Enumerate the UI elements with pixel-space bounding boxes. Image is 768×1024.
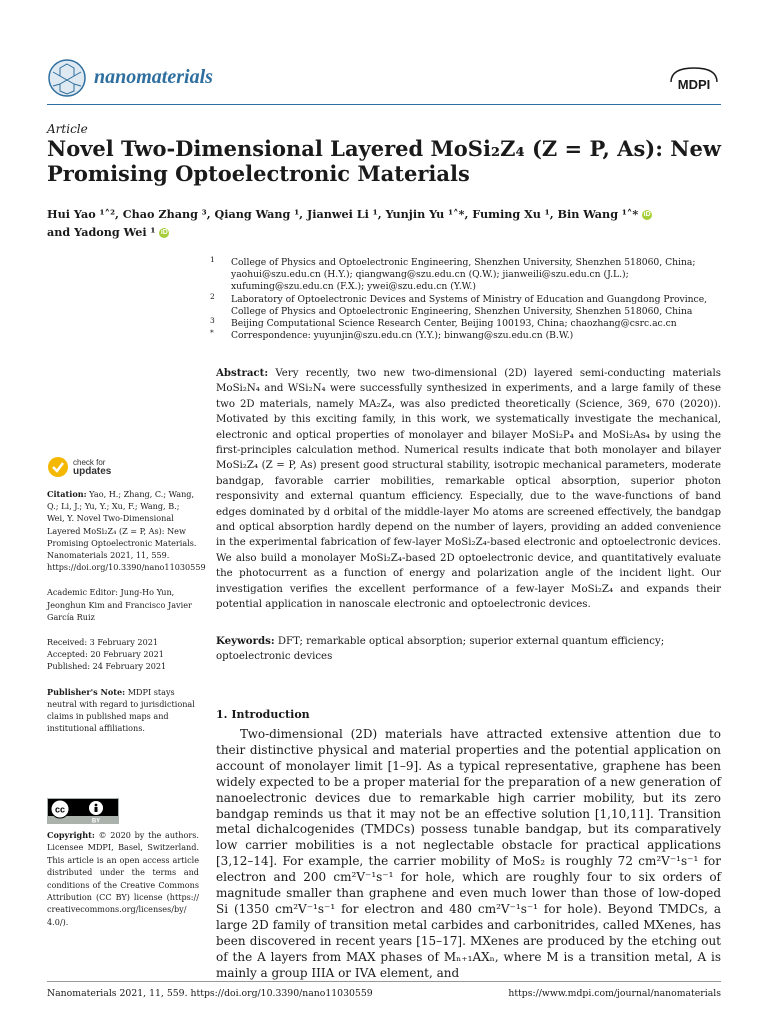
check-for-updates-button[interactable]: [47, 456, 112, 482]
check-updates-line-2: updates: [73, 466, 112, 477]
affiliation-text: College of Physics and Optoelectronic Engineering, Shenzhen University, Shenzhen 518060, China; yaohui@szu.edu.cn (H.Y.); qiangwang@szu.edu.cn (Q.W.); jianweili@szu.edu.cn (J.L.); xufuming@szu.edu.cn (F.X.); ywei@szu.edu.cn (Y.W.): [231, 257, 696, 293]
affiliation-text: Laboratory of Optoelectronic Devices and Systems of Ministry of Education and Guangdong Province, College of Physics and Optoelectronic Engineering, Shenzhen University, Shenzhen 518060, China: [231, 293, 708, 317]
footer-divider: [47, 981, 721, 982]
affiliation-item: [210, 318, 730, 330]
affiliations: [210, 257, 730, 342]
keywords: [216, 634, 721, 665]
footer-citation[interactable]: Nanomaterials 2021, 11, 559. https://doi.org/10.3390/nano11030559: [47, 988, 373, 999]
citation-block: [47, 488, 206, 573]
cc-by-license-icon[interactable]: [47, 798, 119, 824]
mdpi-logo-icon[interactable]: [668, 64, 720, 94]
affiliation-mark: 3: [210, 316, 215, 326]
journal-logo-icon: [47, 58, 87, 98]
citation-text: Yao, H.; Zhang, C.; Wang, Q.; Li, J.; Yu, Y.; Xu, F.; Wang, B.; Wei, Y. Novel Two-Dimensional Layered MoSi₂Z₄ (Z = P, As): New Promising Optoelectronic Materials. Nanomaterials 2021, 11, 559. https://doi.org/10.3390/nano11030559: [47, 489, 206, 573]
affiliation-text: Beijing Computational Science Research Center, Beijing 100193, China; chaozhang@csrc.ac.cn: [231, 318, 677, 330]
abstract: [216, 366, 721, 613]
academic-editor: Academic Editor: Jung-Ho Yun, Jeonghun Kim and Francisco Javier García Ruiz: [47, 587, 192, 622]
author-list: [47, 205, 727, 241]
copyright-text: © 2020 by the authors. Licensee MDPI, Basel, Switzerland. This article is an open access article distributed under the terms and conditions of the Creative Commons Attribution (CC BY) license (https:// creativecommons.org/licenses/by/ 4.0/).: [47, 830, 199, 927]
section-heading-introduction: 1. Introduction: [216, 708, 310, 721]
received-date: Received: 3 February 2021: [47, 637, 159, 648]
orcid-icon[interactable]: iD: [643, 211, 651, 218]
check-updates-line-1: check for: [73, 458, 106, 467]
publisher-note-label: Publisher's Note:: [47, 686, 126, 697]
published-date: Published: 24 February 2021: [47, 661, 167, 672]
affiliation-item: [210, 330, 730, 342]
sidebar-metadata: [47, 488, 206, 747]
affiliation-item: [210, 291, 730, 318]
affiliation-mark: *: [210, 328, 214, 338]
cc-badge-text: BY: [91, 818, 101, 824]
header-divider: [47, 104, 721, 105]
affiliation-item: [210, 257, 730, 294]
paper-title-line-1: Novel Two-Dimensional Layered MoSi₂Z₄ (Z = P, As): New: [47, 136, 721, 161]
publisher-note-text: MDPI stays neutral with regard to jurisdictional claims in published maps and institutional affiliations.: [47, 686, 195, 734]
copyright-notice: [47, 829, 199, 928]
paper-title: [47, 136, 727, 186]
affiliation-mark: 2: [210, 291, 215, 301]
paper-title-line-2: Promising Optoelectronic Materials: [47, 161, 470, 186]
orcid-icon[interactable]: iD: [160, 229, 168, 236]
introduction-paragraph: [216, 727, 721, 982]
citation-label: Citation:: [47, 489, 87, 499]
abstract-label: Abstract:: [216, 367, 269, 379]
keywords-text: DFT; remarkable optical absorption; superior external quantum efficiency; optoelectronic devices: [216, 636, 665, 663]
introduction-text: Two-dimensional (2D) materials have attracted extensive attention due to their distinctive physical and material properties and the potential application on account of monolayer limit [1–9]. As a typical representative, graphene has been widely expected to be a proper material for the preparation of a new generation of nanoelectronic devices due to remarkable high carrier mobility, but its zero bandgap reminds us that it may not be an effective solution [1,10,11]. Transition metal dichalcogenides (TMDCs) possess tunable bandgap, but its comparatively low carrier mobilities is a not neglectable obstacle for practical applications [3,12–14]. For example, the carrier mobility of MoS₂ is roughly 72 cm²V⁻¹s⁻¹ for electron and 200 cm²V⁻¹s⁻¹ for hole, which are roughly four to six orders of magnitude smaller than graphene and even much lower than those of low-doped Si (1350 cm²V⁻¹s⁻¹ for electron and 480 cm²V⁻¹s⁻¹ for hole). Beyond TMDCs, a large 2D family of transition metal carbides and carbonitrides, called MXenes, has been discovered in recent years [15–17]. MXenes are produced by the etching out of the A layers from MAX phases of Mₙ₊₁AXₙ, where M is a transition metal, A is mainly a group IIIA or IVA element, and: [216, 727, 721, 980]
abstract-text: Very recently, two new two-dimensional (2D) layered semi-conducting materials MoSi₂N₄ and WSi₂N₄ were successfully synthesized in experiments, and a large family of these two 2D materials, namely MA₂Z₄, was also predicted theoretically (Science, 369, 670 (2020)). Motivated by this exciting family, in this work, we systematically investigate the mechanical, electronic and optical properties of monolayer and bilayer MoSi₂P₄ and MoSi₂As₄ by using the first-principles calculation method. Numerical results indicate that both monolayer and bilayer MoSi₂Z₄ (Z = P, As) present good structural stability, isotropic mechanical parameters, moderate bandgap, favorable carrier mobilities, remarkable optical absorption, superior photon responsivity and external quantum efficiency. Especially, due to the wave-functions of band edges dominated by d orbital of the middle-layer Mo atoms are screened effectively, the bandgap and optical absorption hardly depend on the number of layers, providing an added convenience in the experimental fabrication of few-layer MoSi₂Z₄-based electronic and optoelectronic devices. We also build a monolayer MoSi₂Z₄-based 2D optoelectronic device, and quantitatively evaluate the photocurrent as a function of energy and polarization angle of the incident light. Our investigation verifies the excellent performance of a few-layer MoSi₂Z₄ and expands their potential application in nanoscale electronic and optoelectronic devices.: [216, 368, 721, 611]
authors-line-2: and Yadong Wei ¹: [47, 225, 156, 239]
footer-journal-url[interactable]: https://www.mdpi.com/journal/nanomaterials: [508, 988, 721, 999]
affiliation-text: Correspondence: yuyunjin@szu.edu.cn (Y.Y.); binwang@szu.edu.cn (B.W.): [231, 330, 574, 342]
affiliation-mark: 1: [210, 255, 215, 264]
journal-name[interactable]: nanomaterials: [94, 66, 213, 88]
dates-block: [47, 636, 199, 673]
accepted-date: Accepted: 20 February 2021: [47, 649, 164, 660]
mdpi-logo-text: MDPI: [677, 77, 711, 92]
svg-text:cc: cc: [54, 804, 66, 815]
authors-line-1: Hui Yao ¹˄², Chao Zhang ³, Qiang Wang ¹, Jianwei Li ¹, Yunjin Yu ¹˄*, Fuming Xu ¹, Bin Wang ¹˄*: [47, 207, 639, 221]
publisher-note: [47, 686, 199, 735]
check-updates-icon: [47, 456, 69, 478]
keywords-label: Keywords:: [216, 635, 275, 647]
copyright-label: Copyright:: [47, 830, 95, 840]
article-type: Article: [47, 122, 88, 136]
